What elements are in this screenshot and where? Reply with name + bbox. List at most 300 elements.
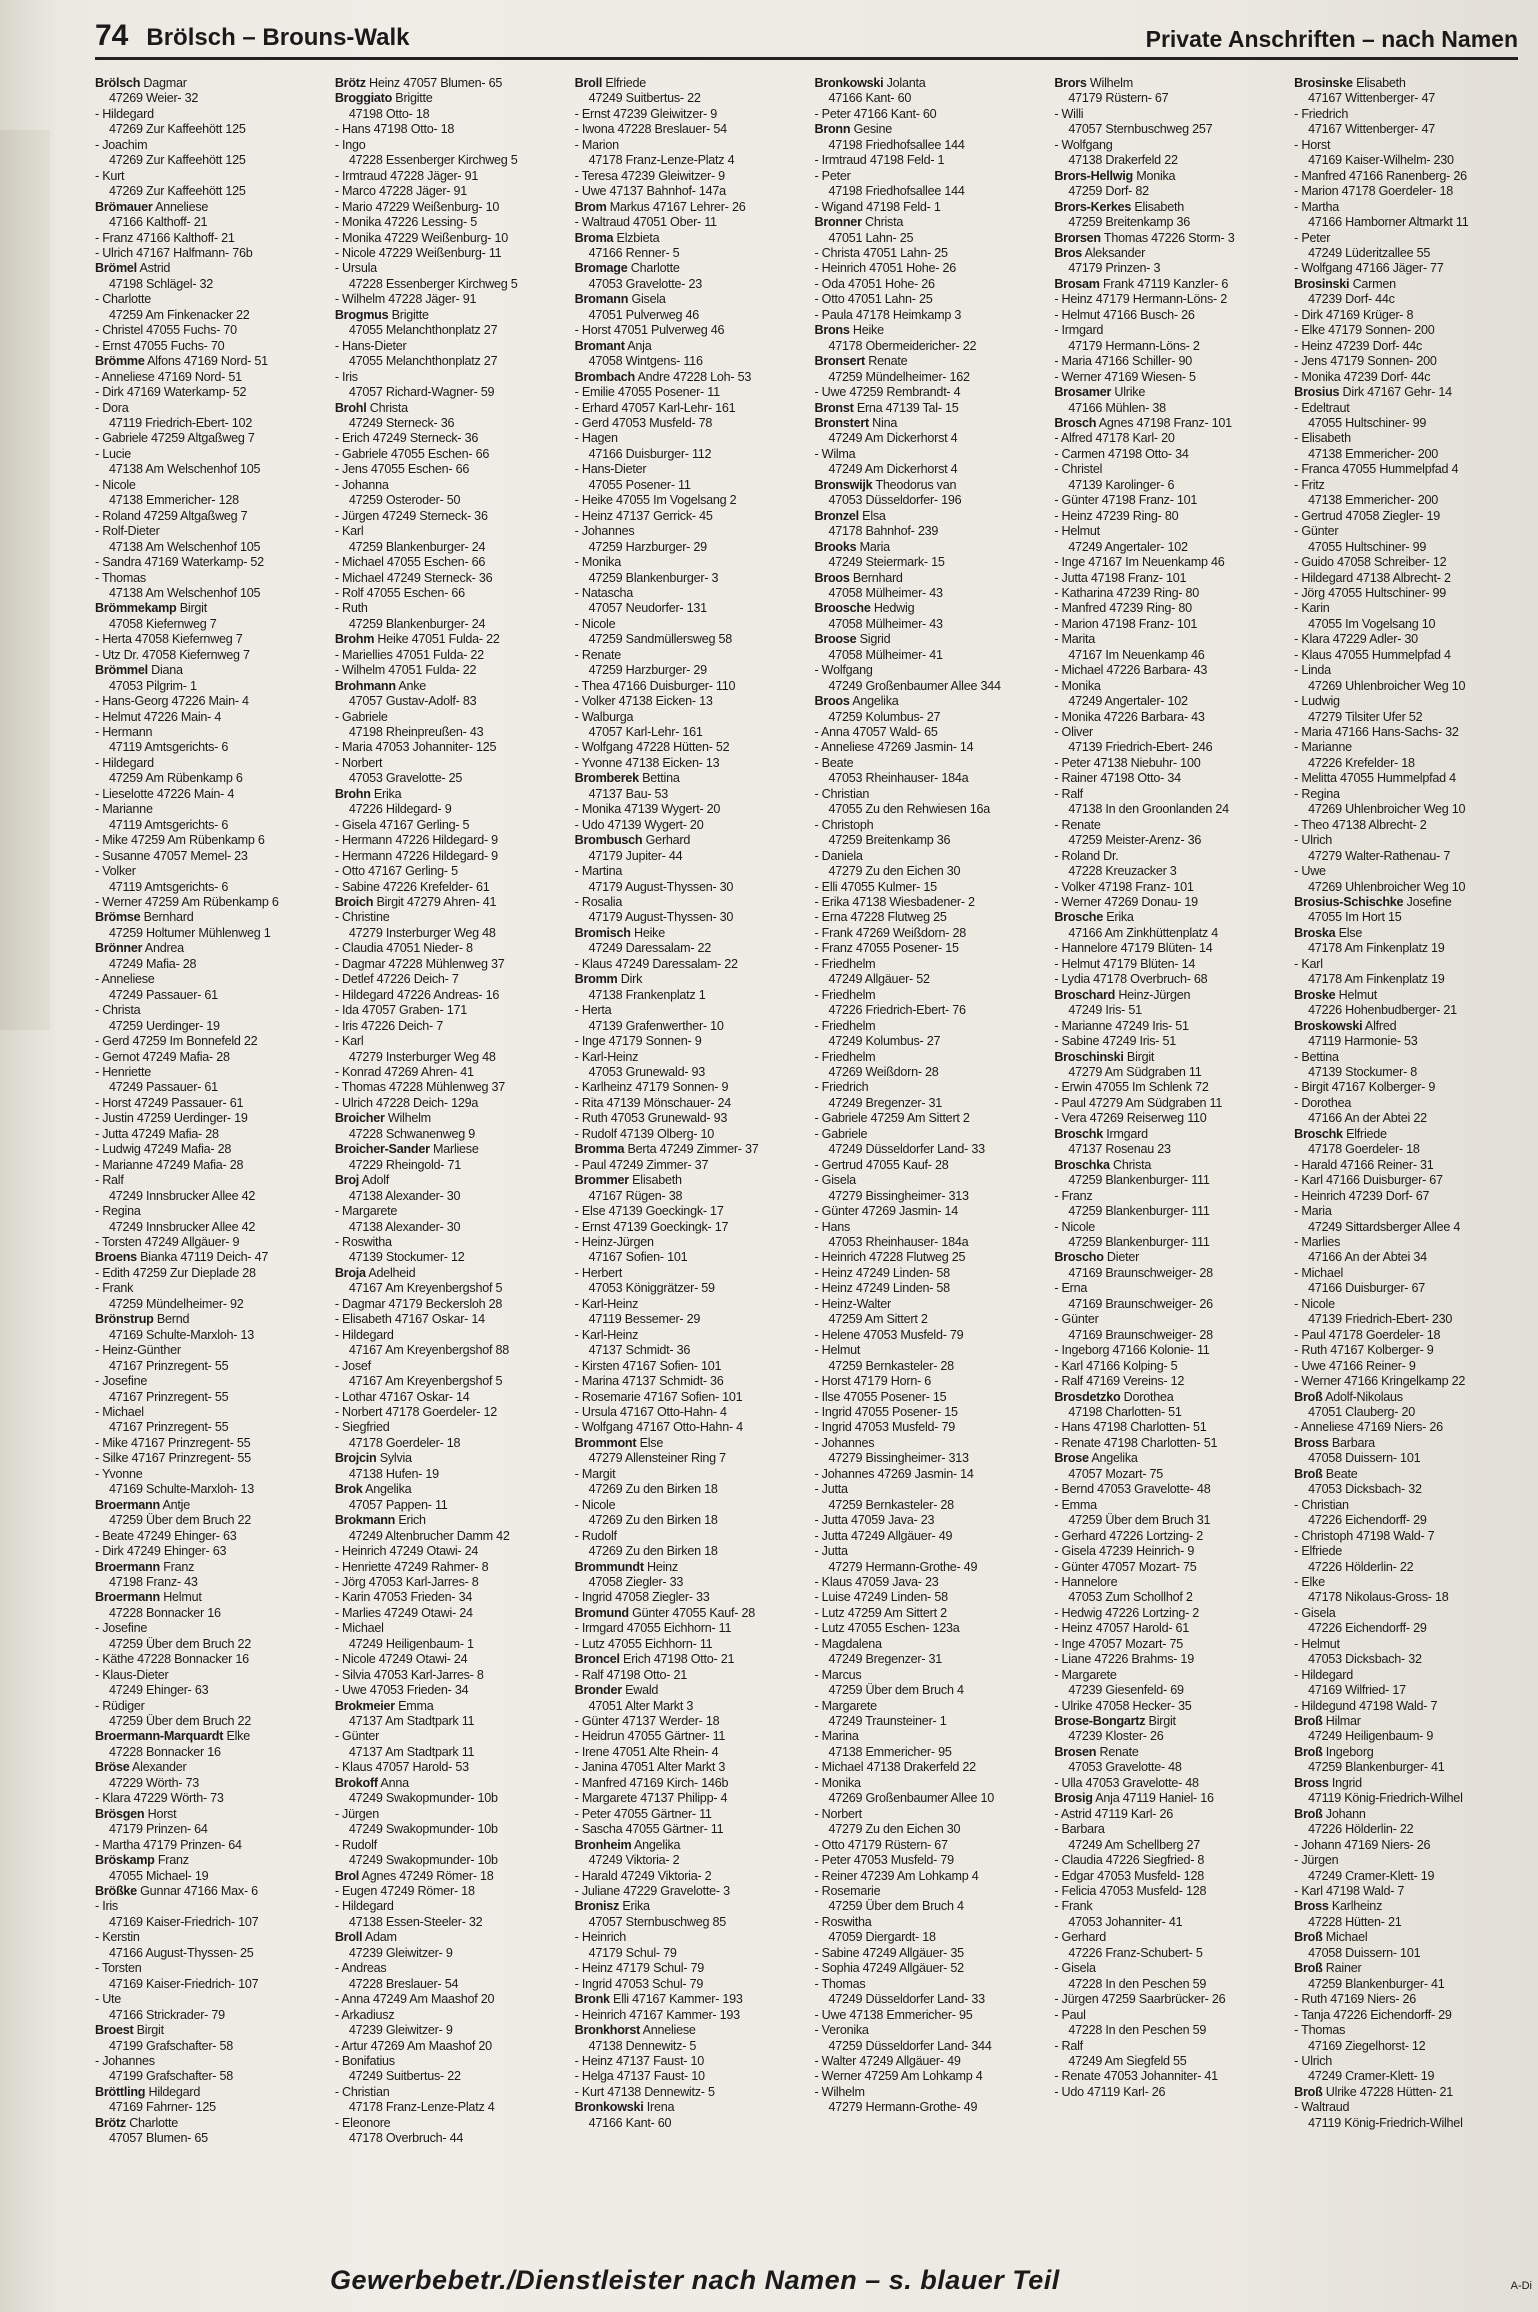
person-entry: - Monika (574, 555, 621, 570)
address-line: 47259 Holtumer Mühlenweg 1 (109, 925, 271, 940)
person-entry: - Erna (1054, 1281, 1088, 1296)
address-line: 47269 Uhlenbroicher Weg 10 (1308, 802, 1466, 817)
address-line: 47249 Düsseldorfer Land- 33 (828, 1992, 985, 2007)
surname-entry (95, 1560, 321, 1575)
first-name: Anneliese (642, 2023, 696, 2038)
person-entry: - Klaus 47057 Harold- 53 (334, 1760, 469, 1775)
surname: Brötz (95, 2115, 126, 2130)
address-line: 47259 Blankenburger- 41 (1308, 1760, 1445, 1775)
first-name: Gisela (631, 292, 666, 307)
person-entry: - Günter 47269 Jasmin- 14 (814, 1204, 959, 1219)
address-line: 47138 Am Welschenhof 105 (109, 539, 261, 554)
person-entry: - Maria 47166 Hans-Sachs- 32 (1294, 725, 1459, 740)
address-line: 47249 Swakopmunder- 10b (348, 1853, 498, 1868)
surname-entry (335, 632, 561, 647)
person-entry: - Otto 47179 Rüstern- 67 (814, 1837, 948, 1852)
address-line: 47279 Bissingheimer- 313 (828, 1188, 969, 1203)
person-entry: - Jens 47055 Eschen- 66 (334, 462, 470, 477)
address-line: 47249 Heiligenbaum- 1 (348, 1636, 474, 1651)
surname: Brommundt (574, 1559, 644, 1574)
person-entry: - Josef (334, 1358, 371, 1373)
address-line: 47226 Franz-Schubert- 5 (1068, 1945, 1203, 1960)
person-entry: - Jürgen (334, 1806, 380, 1821)
person-entry: - Felicia 47053 Musfeld- 128 (1054, 1884, 1207, 1899)
surname-entry (1054, 1250, 1280, 1265)
surname: Brömauer (95, 199, 153, 214)
first-name: Johann (1325, 1806, 1366, 1821)
address-line: 47249 Suitbertus- 22 (588, 91, 701, 106)
person-entry: - Dirk 47169 Krüger- 8 (1294, 307, 1414, 322)
address-line: 47239 Dorf- 44c (1308, 292, 1395, 307)
surname: Brommont (574, 1435, 637, 1450)
surname-entry (575, 76, 801, 91)
person-entry: - Heinz 47239 Dorf- 44c (1294, 338, 1423, 353)
person-entry: - Christa 47051 Lahn- 25 (814, 245, 948, 260)
address-line: 47279 Tilsiter Ufer 52 (1308, 709, 1423, 724)
address-line: 47229 Wörth- 73 (109, 1775, 200, 1790)
first-name: Günter 47055 Kauf- 28 (632, 1605, 756, 1620)
person-entry: - Franz 47166 Kalthoff- 21 (95, 230, 235, 245)
person-entry: - Paula 47178 Heimkamp 3 (814, 307, 962, 322)
surname: Broll (574, 76, 603, 90)
address-line: 47138 In den Groonlanden 24 (1068, 802, 1229, 817)
person-entry: - Melitta 47055 Hummelpfad 4 (1294, 771, 1456, 786)
first-name: Andrea (144, 941, 184, 956)
surname-entry (1294, 926, 1520, 941)
address-line: 47166 An der Abtei 34 (1308, 1250, 1427, 1265)
person-entry: - Karlheinz 47179 Sonnen- 9 (574, 1080, 729, 1095)
address-line: 47178 Nikolaus-Gross- 18 (1308, 1590, 1449, 1605)
surname: Bromund (574, 1605, 629, 1620)
first-name: Jolanta (886, 76, 926, 90)
address-line: 47228 Bonnacker 16 (109, 1744, 221, 1759)
address-line: 47058 Wintgens- 116 (588, 354, 703, 369)
person-entry: - Heinz-Jürgen (574, 1234, 654, 1249)
address-line: 47249 Allgäuer- 52 (828, 972, 930, 987)
person-entry: - Thomas (1294, 2023, 1346, 2038)
address-line: 47166 Hamborner Altmarkt 11 (1308, 215, 1469, 230)
surname-entry (1054, 1745, 1280, 1760)
surname: Brol (334, 1868, 360, 1883)
address-line: 47138 Emmericher- 95 (828, 1744, 952, 1759)
surname: Brömmel (95, 663, 148, 678)
person-entry: - Inge 47167 Im Neuenkamp 46 (1054, 555, 1225, 570)
first-name: Erna 47139 Tal- 15 (856, 400, 959, 415)
surname-entry (1054, 1050, 1280, 1065)
person-entry: - Gisela 47167 Gerling- 5 (334, 817, 470, 832)
person-entry: - Karin 47053 Frieden- 34 (334, 1590, 473, 1605)
surname: Bross (1294, 1435, 1329, 1450)
surname-entry (1054, 169, 1280, 184)
address-line: 47167 Am Kreyenbergshof 5 (348, 1281, 503, 1296)
first-name: Birgit 47279 Ahren- 41 (376, 895, 497, 910)
person-entry: - Reiner 47239 Am Lohkamp 4 (814, 1868, 979, 1883)
surname: Bromma (574, 1142, 625, 1157)
person-entry: - Gerd 47053 Musfeld- 78 (574, 415, 713, 430)
first-name: Horst (147, 1806, 177, 1821)
surname: Brorsen (1054, 230, 1101, 245)
first-name: Alfons 47169 Nord- 51 (147, 354, 268, 369)
surname-entry (575, 1142, 801, 1157)
surname-entry (95, 1590, 321, 1605)
person-entry: - Michael (334, 1621, 384, 1636)
person-entry: - Manfred 47169 Kirch- 146b (574, 1775, 729, 1790)
person-entry: - Rosalia (574, 895, 623, 910)
address-line: 47259 Osteroder- 50 (348, 493, 461, 508)
first-name: Renate (1099, 1744, 1139, 1759)
surname-entry (575, 1652, 801, 1667)
address-line: 47051 Lahn- 25 (828, 230, 914, 245)
person-entry: - Elke (1294, 1574, 1325, 1589)
person-entry: - Rainer 47198 Otto- 34 (1054, 771, 1181, 786)
address-line: 47259 Bernkasteler- 28 (828, 1497, 954, 1512)
surname-entry (95, 1760, 321, 1775)
person-entry: - Renate (574, 647, 621, 662)
address-line: 47259 Über dem Bruch 22 (109, 1714, 251, 1729)
first-name: Irmgard (1106, 1126, 1148, 1141)
person-entry: - Friedhelm (814, 1049, 876, 1064)
page-header (95, 14, 1518, 60)
person-entry: - Wilhelm 47228 Jäger- 91 (334, 292, 477, 307)
surname: Bronsert (814, 354, 865, 369)
person-entry: - Magdalena (814, 1636, 882, 1651)
address-line: 47053 Rheinhauser- 184a (828, 771, 969, 786)
person-entry: - Charlotte (95, 292, 152, 307)
address-line: 47259 Harzburger- 29 (588, 663, 707, 678)
address-line: 47053 Zum Schollhof 2 (1068, 1590, 1193, 1605)
person-entry: - Christa (95, 1003, 141, 1018)
surname-entry (575, 1899, 801, 1914)
first-name: Hildegard (148, 2084, 201, 2099)
surname-entry (575, 370, 801, 385)
address-line: 47269 Uhlenbroicher Weg 10 (1308, 678, 1466, 693)
first-name: Franz (157, 1853, 189, 1868)
first-name: Elisabeth (1134, 199, 1184, 214)
address-line: 47053 Johanniter- 41 (1068, 1914, 1183, 1929)
surname: Broschka (1054, 1157, 1110, 1172)
address-line: 47239 Kloster- 26 (1068, 1729, 1164, 1744)
address-line: 47259 Mündelheimer- 92 (109, 1296, 244, 1311)
person-entry: - Marco 47228 Jäger- 91 (334, 184, 467, 199)
person-entry: - Ingeborg 47166 Kolonie- 11 (1054, 1343, 1210, 1358)
person-entry: - Hedwig 47226 Lortzing- 2 (1054, 1605, 1200, 1620)
surname-entry (814, 601, 1040, 616)
surname-entry (95, 1498, 321, 1513)
surname: Brooks (814, 539, 857, 554)
person-entry: - Sascha 47055 Gärtner- 11 (574, 1822, 724, 1837)
first-name: Dirk (620, 972, 643, 987)
person-entry: - Daniela (814, 848, 863, 863)
person-entry: - Gabriele (334, 709, 388, 724)
surname-entry (335, 895, 561, 910)
first-name: Sylvia (379, 1451, 412, 1466)
address-line: 47179 Hermann-Löns- 2 (1068, 338, 1200, 353)
first-name: Elfriede (1346, 1126, 1387, 1141)
first-name: Elfriede (605, 76, 647, 90)
address-line: 47138 Emmericher- 200 (1308, 446, 1439, 461)
person-entry: - Erhard 47057 Karl-Lehr- 161 (574, 400, 736, 415)
surname: Broma (574, 230, 614, 245)
surname: Bronk (574, 1992, 610, 2007)
address-line: 47249 Bregenzer- 31 (828, 1652, 943, 1667)
first-name: Adelheid (368, 1265, 416, 1280)
address-line: 47226 Eichendorff- 29 (1308, 1513, 1427, 1528)
surname-entry (1054, 76, 1280, 91)
person-entry: - Marina 47137 Schmidt- 36 (574, 1374, 724, 1389)
person-entry: - Horst 47179 Horn- 6 (814, 1374, 932, 1389)
person-entry: - Klara 47229 Adler- 30 (1294, 632, 1418, 647)
surname: Bronner (814, 215, 862, 230)
person-entry: - Yvonne 47138 Eicken- 13 (574, 755, 720, 770)
person-entry: - Eleonore (334, 2115, 391, 2130)
person-entry: - Ulrike 47058 Hecker- 35 (1054, 1698, 1192, 1713)
first-name: Christa (864, 215, 904, 230)
person-entry: - Marianne 47249 Mafia- 28 (95, 1157, 244, 1172)
surname: Bronder (574, 1683, 622, 1698)
person-entry: - Heinz 47249 Linden- 58 (814, 1265, 950, 1280)
person-entry: - Günter (1294, 524, 1339, 539)
surname-entry (1054, 277, 1280, 292)
address-line: 47226 Friedrich-Ebert- 76 (828, 1003, 966, 1018)
person-entry: - Paul (1054, 2007, 1086, 2022)
address-line: 47058 Mülheimer- 43 (828, 585, 943, 600)
address-line: 47198 Friedhofsallee 144 (828, 184, 965, 199)
person-entry: - Hildegund 47198 Wald- 7 (1294, 1698, 1438, 1713)
person-entry: - Anna 47057 Wald- 65 (814, 725, 938, 740)
person-entry: - Edgar 47053 Musfeld- 128 (1054, 1868, 1204, 1883)
person-entry: - Artur 47269 Am Maashof 20 (334, 2038, 492, 2053)
surname: Broncel (574, 1652, 620, 1667)
person-entry: - Gerd 47259 Im Bonnefeld 22 (95, 1034, 258, 1049)
surname: Bronkhorst (574, 2023, 641, 2038)
address-line: 47138 Alexander- 30 (348, 1219, 461, 1234)
address-line: 47053 Gravelotte- 48 (1068, 1760, 1182, 1775)
person-entry: - Karl-Heinz (574, 1296, 639, 1311)
first-name: Agnes 47249 Römer- 18 (361, 1868, 494, 1883)
surname-entry (95, 261, 321, 276)
surname: Bromant (574, 338, 625, 353)
person-entry: - Ernst 47239 Gleiwitzer- 9 (574, 106, 717, 121)
first-name: Elke (226, 1729, 250, 1744)
person-entry: - Elfriede (1294, 1544, 1343, 1559)
person-entry: - Christian (814, 786, 870, 801)
person-entry: - Ernst 47139 Goeckingk- 17 (574, 1219, 729, 1234)
surname: Broicher-Sander (334, 1142, 430, 1157)
first-name: Antje (162, 1497, 190, 1512)
person-entry: - Bettina (1294, 1049, 1339, 1064)
address-line: 47058 Mülheimer- 41 (828, 647, 943, 662)
person-entry: - Marcus (814, 1667, 862, 1682)
address-line: 47055 Hultschiner- 99 (1308, 415, 1427, 430)
surname-entry (1054, 910, 1280, 925)
surname-entry (1054, 1714, 1280, 1729)
surname-entry (1294, 277, 1520, 292)
person-entry: - Ralf (1054, 2038, 1083, 2053)
first-name: Sigrid (859, 632, 891, 647)
address-line: 47228 Hütten- 21 (1308, 1914, 1402, 1929)
first-name: Birgit (1148, 1714, 1176, 1729)
person-entry: - Hans 47198 Charlotten- 51 (1054, 1420, 1207, 1435)
address-line: 47269 Zu den Birken 18 (588, 1482, 718, 1497)
person-entry: - Nicole (1054, 1219, 1096, 1234)
person-entry: - Torsten (95, 1961, 142, 1976)
surname: Brönstrup (95, 1312, 154, 1327)
address-line: 47249 Angertaler- 102 (1068, 539, 1188, 554)
surname: Brokmeier (334, 1698, 395, 1713)
person-entry: - Heinz 47179 Schul- 79 (574, 1961, 705, 1976)
address-line: 47179 August-Thyssen- 30 (588, 910, 734, 925)
address-line: 47139 Stockumer- 8 (1308, 1065, 1418, 1079)
address-line: 47259 Blankenburger- 111 (1068, 1204, 1210, 1219)
person-entry: - Werner 47166 Kringelkamp 22 (1294, 1374, 1466, 1389)
address-line: 47226 Hölderlin- 22 (1308, 1822, 1414, 1837)
surname: Brönner (95, 941, 143, 956)
address-line: 47119 Bessemer- 29 (588, 1312, 701, 1327)
person-entry: - Volker (95, 864, 136, 879)
person-entry: - Kerstin (95, 1930, 140, 1945)
address-line: 47119 Amtsgerichts- 6 (109, 879, 229, 894)
person-entry: - Norbert 47178 Goerdeler- 12 (334, 1404, 497, 1419)
surname-entry (95, 941, 321, 956)
person-entry: - Michael 47226 Barbara- 43 (1054, 663, 1208, 678)
surname: Broosche (814, 601, 871, 616)
listing-column-5 (1054, 76, 1280, 2256)
person-entry: - Rosemarie (814, 1884, 881, 1899)
address-line: 47269 Uhlenbroicher Weg 10 (1308, 879, 1466, 894)
surname: Broß (1294, 2084, 1323, 2099)
person-entry: - Lieselotte 47226 Main- 4 (95, 786, 235, 801)
address-line: 47058 Ziegler- 33 (588, 1574, 684, 1589)
person-entry: - Liane 47226 Brahms- 19 (1054, 1652, 1194, 1667)
person-entry: - Gisela (1294, 1605, 1336, 1620)
person-entry: - Jutta 47198 Franz- 101 (1054, 570, 1187, 585)
person-entry: - Gisela (1054, 1961, 1096, 1976)
address-line: 47249 Cramer-Klett- 19 (1308, 2069, 1435, 2084)
surname: Brohmann (334, 678, 396, 693)
surname-entry (335, 679, 561, 694)
surname: Bronn (814, 122, 851, 137)
person-entry: - Kurt (95, 168, 125, 183)
person-entry: - Elli 47055 Kulmer- 15 (814, 879, 937, 894)
person-entry: - Wigand 47198 Feld- 1 (814, 199, 941, 214)
first-name: Anja (627, 338, 652, 353)
address-line: 47269 Großenbaumer Allee 10 (828, 1791, 994, 1806)
person-entry: - Irmtraud 47198 Feld- 1 (814, 153, 945, 168)
address-line: 47259 Blankenburger- 24 (348, 616, 486, 631)
person-entry: - Sabine 47249 Iris- 51 (1054, 1034, 1176, 1049)
address-line: 47269 Zur Kaffeehött 125 (109, 184, 246, 199)
person-entry: - Sabine 47249 Allgäuer- 35 (814, 1945, 964, 1960)
person-entry: - Helmut 47179 Blüten- 14 (1054, 956, 1196, 971)
person-entry: - Karl (334, 524, 364, 539)
person-entry: - Gernot 47249 Mafia- 28 (95, 1049, 230, 1064)
person-entry: - Johannes (95, 2054, 155, 2068)
person-entry: - Uwe 47166 Reiner- 9 (1294, 1358, 1416, 1373)
address-line: 47259 Dorf- 82 (1068, 184, 1149, 199)
address-line: 47057 Sternbuschweg 85 (588, 1914, 726, 1929)
first-name: Ingrid (1331, 1775, 1362, 1790)
person-entry: - Gabriele 47259 Altgaßweg 7 (95, 431, 255, 446)
person-entry: - Bernd 47053 Gravelotte- 48 (1054, 1482, 1211, 1497)
person-entry: - Roland Dr. (1054, 848, 1119, 863)
person-entry: - Waltraud 47051 Ober- 11 (574, 215, 717, 230)
person-entry: - Hannelore (1054, 1574, 1118, 1589)
binding-strip (0, 130, 50, 1030)
address-line: 47167 Prinzregent- 55 (109, 1389, 229, 1404)
person-entry: - Ute (95, 1992, 122, 2007)
person-entry: - Rosemarie 47167 Sofien- 101 (574, 1389, 743, 1404)
person-entry: - Ulrich 47167 Halfmann- 76b (95, 245, 253, 260)
first-name: Astrid (139, 261, 171, 276)
address-line: 47137 Am Stadtpark 11 (348, 1714, 475, 1729)
surname-entry (95, 1807, 321, 1822)
person-entry: - Johann 47169 Niers- 26 (1294, 1837, 1431, 1852)
surname: Brokmann (334, 1513, 396, 1528)
address-line: 47226 Krefelder- 18 (1308, 755, 1415, 770)
address-line: 47137 Bau- 53 (588, 786, 669, 801)
address-line: 47169 Braunschweiger- 26 (1068, 1296, 1213, 1311)
address-line: 47119 Harmonie- 53 (1308, 1034, 1418, 1049)
person-entry: - Karl 47166 Duisburger- 67 (1294, 1173, 1443, 1188)
address-line: 47228 Essenberger Kirchweg 5 (348, 276, 518, 291)
surname: Bröse (95, 1760, 130, 1775)
person-entry: - Veronika (814, 2023, 869, 2038)
surname: Brohl (334, 400, 367, 415)
person-entry: - Fritz (1294, 477, 1325, 492)
first-name: Maria (859, 539, 890, 554)
first-name: Anke (398, 678, 427, 693)
person-entry: - Johannes 47269 Jasmin- 14 (814, 1466, 974, 1481)
address-line: 47279 Zu den Eichen 30 (828, 864, 961, 879)
surname-entry (335, 1513, 561, 1528)
address-line: 47259 Am Rübenkamp 6 (109, 771, 243, 786)
surname: Brohn (334, 786, 371, 801)
person-entry: - Helene 47053 Musfeld- 79 (814, 1327, 964, 1342)
person-entry: - Joachim (95, 137, 148, 152)
surname: Broicher (334, 1111, 385, 1126)
address-line: 47249 Heiligenbaum- 9 (1308, 1729, 1434, 1744)
surname: Brohm (334, 632, 375, 647)
person-entry: - Renate 47198 Charlotten- 51 (1054, 1435, 1218, 1450)
surname-entry (95, 76, 321, 91)
person-entry: - Roswitha (334, 1234, 392, 1249)
address-line: 47249 Daressalam- 22 (588, 941, 712, 956)
address-line: 47249 Altenbrucher Damm 42 (348, 1528, 510, 1543)
address-line: 47228 Essenberger Kirchweg 5 (348, 153, 518, 168)
address-line: 47259 Blankenburger- 3 (588, 570, 719, 585)
surname: Broermann-Marquardt (95, 1729, 224, 1744)
person-entry: - Michael 47055 Eschen- 66 (334, 555, 486, 570)
person-entry: - Uwe (1294, 864, 1326, 879)
address-line: 47058 Duissern- 101 (1308, 1451, 1421, 1466)
address-line: 47249 Am Siegfeld 55 (1068, 2054, 1187, 2068)
address-line: 47166 Mühlen- 38 (1068, 400, 1166, 415)
surname: Brötz (334, 76, 366, 90)
address-line: 47279 Bissingheimer- 313 (828, 1451, 969, 1466)
person-entry: - Guido 47058 Schreiber- 12 (1294, 555, 1447, 570)
surname: Broß (1294, 1389, 1323, 1404)
first-name: Elisabeth (1356, 76, 1406, 90)
surname: Broschk (1294, 1126, 1343, 1141)
surname-entry (1294, 1390, 1520, 1405)
first-name: Charlotte (129, 2115, 179, 2130)
address-line: 47198 Friedhofsallee 144 (828, 137, 965, 152)
person-entry: - Hans-Dieter (334, 338, 407, 353)
person-entry: - Peter (814, 168, 851, 183)
address-line: 47169 Schulte-Marxloh- 13 (109, 1482, 254, 1497)
surname-entry (95, 2085, 321, 2100)
person-entry: - Werner 47259 Am Lohkamp 4 (814, 2069, 983, 2084)
